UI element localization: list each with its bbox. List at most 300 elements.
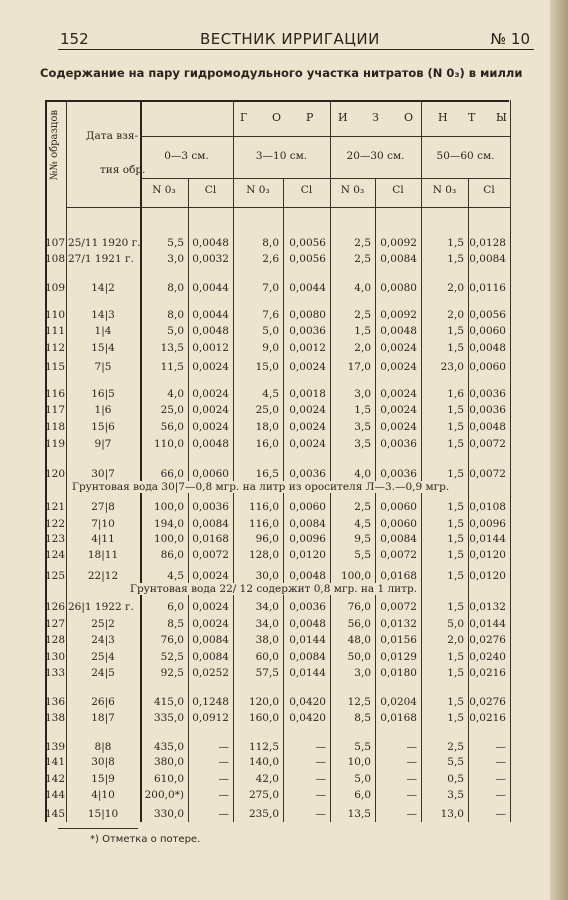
cl-value-cell: 0,0048 <box>192 325 229 337</box>
no3-value-cell: 7,0 <box>262 282 279 294</box>
no3-value-cell: 4,5 <box>262 388 279 400</box>
no3-value-cell: 1,5 <box>447 696 464 708</box>
cl-value-cell: — <box>315 741 326 753</box>
cl-value-cell: 0,0912 <box>192 712 229 724</box>
sample-number-cell: 141 <box>45 756 66 768</box>
cl-value-cell: 0,0120 <box>289 549 326 561</box>
sample-number-cell: 142 <box>45 773 66 785</box>
sample-number-cell: 138 <box>45 712 66 724</box>
cl-value-cell: — <box>218 773 229 785</box>
cl-value-cell: 0,0072 <box>380 549 417 561</box>
horizons-title-letter: И <box>338 111 348 124</box>
sample-number-cell: 107 <box>45 237 66 249</box>
no3-value-cell: 100,0 <box>340 570 371 582</box>
no3-value-cell: 48,0 <box>347 634 371 646</box>
sample-number-cell: 127 <box>45 618 66 630</box>
cl-value-cell: 0,0048 <box>289 570 326 582</box>
cl-value-cell: 0,0024 <box>192 618 229 630</box>
no3-value-cell: 128,0 <box>248 549 279 561</box>
sample-number-cell: 109 <box>45 282 66 294</box>
cl-value-cell: 0,0084 <box>192 651 229 663</box>
cl-value-cell: 0,0060 <box>192 468 229 480</box>
no3-value-cell: 1,5 <box>447 712 464 724</box>
no3-subheader: N 0₃ <box>152 184 176 196</box>
no3-value-cell: 1,5 <box>447 651 464 663</box>
cl-value-cell: 0,0084 <box>289 651 326 663</box>
no3-value-cell: 1,5 <box>447 549 464 561</box>
date-cell: 14|3 <box>91 309 115 321</box>
sample-number-cell: 119 <box>45 438 66 450</box>
no3-value-cell: 12,5 <box>347 696 371 708</box>
no3-value-cell: 1,5 <box>447 518 464 530</box>
no3-value-cell: 38,0 <box>255 634 279 646</box>
column-rule <box>468 178 469 822</box>
table-top-rule <box>45 100 509 102</box>
date-cell: 18|7 <box>91 712 115 724</box>
cl-value-cell: — <box>495 741 506 753</box>
no3-value-cell: 1,5 <box>447 501 464 513</box>
cl-value-cell: 0,0168 <box>192 533 229 545</box>
date-cell: 24|5 <box>91 667 115 679</box>
cl-value-cell: — <box>406 756 417 768</box>
cl-value-cell: 0,0132 <box>380 618 417 630</box>
no3-value-cell: 5,5 <box>167 237 184 249</box>
no3-value-cell: 13,5 <box>160 342 184 354</box>
cl-value-cell: — <box>315 789 326 801</box>
sample-number-cell: 110 <box>45 309 66 321</box>
date-cell: 1|6 <box>94 404 112 416</box>
no3-value-cell: 1,5 <box>447 421 464 433</box>
date-cell: 24|3 <box>91 634 115 646</box>
cl-value-cell: 0,0024 <box>192 421 229 433</box>
groundwater-note: Грунтовая вода 22/ 12 содержит 0,8 мгр. на 1 литр. <box>130 583 418 595</box>
date-cell: 25|4 <box>91 651 115 663</box>
cl-value-cell: 0,0072 <box>380 601 417 613</box>
footnote: *) Отметка о потере. <box>90 834 201 845</box>
no3-value-cell: 42,0 <box>255 773 279 785</box>
depth-header: 20—30 см. <box>346 150 405 162</box>
no3-value-cell: 3,5 <box>354 421 371 433</box>
date-cell: 4|11 <box>91 533 115 545</box>
date-cell: 26|1 1922 г. <box>68 601 134 613</box>
no3-value-cell: 57,5 <box>255 667 279 679</box>
journal-title: ВЕСТНИК ИРРИГАЦИИ <box>200 30 380 48</box>
no3-value-cell: 96,0 <box>255 533 279 545</box>
no3-value-cell: 17,0 <box>347 361 371 373</box>
cl-value-cell: 0,0060 <box>380 501 417 513</box>
date-cell: 30|7 <box>91 468 115 480</box>
cl-value-cell: 0,0129 <box>380 651 417 663</box>
cl-value-cell: — <box>315 756 326 768</box>
no3-value-cell: 275,0 <box>248 789 279 801</box>
cl-value-cell: 0,1248 <box>192 696 229 708</box>
cl-value-cell: 0,0036 <box>380 438 417 450</box>
cl-value-cell: 0,0036 <box>192 501 229 513</box>
date-cell: 8|8 <box>94 741 112 753</box>
no3-value-cell: 10,0 <box>347 756 371 768</box>
cl-value-cell: 0,0168 <box>380 570 417 582</box>
no3-value-cell: 335,0 <box>153 712 184 724</box>
sample-number-cell: 121 <box>45 501 66 513</box>
date-cell: 1|4 <box>94 325 112 337</box>
no3-value-cell: 2,5 <box>447 741 464 753</box>
horizons-title-letter: Н <box>438 111 448 124</box>
cl-value-cell: 0,0072 <box>469 438 506 450</box>
sample-number-cell: 123 <box>45 533 66 545</box>
no3-value-cell: 25,0 <box>160 404 184 416</box>
cl-value-cell: 0,0024 <box>289 438 326 450</box>
no3-value-cell: 1,5 <box>354 404 371 416</box>
date-cell: 30|8 <box>91 756 115 768</box>
no3-value-cell: 6,0 <box>354 789 371 801</box>
cl-value-cell: 0,0108 <box>469 501 506 513</box>
cl-value-cell: 0,0024 <box>380 361 417 373</box>
groundwater-note: Грунтовая вода 30|7—0,8 мгр. на литр из оросителя Л—3.—0,9 мгр. <box>72 481 450 493</box>
cl-value-cell: 0,0144 <box>469 618 506 630</box>
cl-value-cell: — <box>495 789 506 801</box>
cl-value-cell: 0,0044 <box>192 309 229 321</box>
no3-value-cell: 116,0 <box>248 518 279 530</box>
no3-value-cell: 5,0 <box>354 773 371 785</box>
cl-value-cell: 0,0056 <box>289 253 326 265</box>
no3-value-cell: 1,5 <box>447 237 464 249</box>
cl-value-cell: 0,0060 <box>380 518 417 530</box>
no3-value-cell: 56,0 <box>160 421 184 433</box>
cl-value-cell: 0,0036 <box>289 468 326 480</box>
no3-value-cell: 112,5 <box>248 741 279 753</box>
no3-value-cell: 8,0 <box>262 237 279 249</box>
cl-value-cell: 0,0116 <box>469 282 506 294</box>
date-cell: 22|12 <box>87 570 119 582</box>
no3-value-cell: 2,5 <box>354 253 371 265</box>
cl-subheader: Cl <box>204 184 217 196</box>
no3-value-cell: 23,0 <box>440 361 464 373</box>
no3-value-cell: 5,5 <box>354 741 371 753</box>
sample-number-cell: 139 <box>45 741 66 753</box>
no3-value-cell: 4,5 <box>354 518 371 530</box>
sample-number-cell: 111 <box>45 325 66 337</box>
cl-value-cell: — <box>218 808 229 820</box>
date-cell: 15|9 <box>91 773 115 785</box>
cl-value-cell: 0,0048 <box>469 342 506 354</box>
cl-value-cell: 0,0216 <box>469 712 506 724</box>
cl-value-cell: — <box>406 773 417 785</box>
cl-value-cell: 0,0048 <box>192 438 229 450</box>
no3-value-cell: 7,6 <box>262 309 279 321</box>
horizons-title-letter: Ы <box>496 111 507 124</box>
cl-value-cell: 0,0420 <box>289 712 326 724</box>
no3-value-cell: 76,0 <box>347 601 371 613</box>
date-cell: 25/11 1920 г. <box>68 237 141 249</box>
no3-value-cell: 56,0 <box>347 618 371 630</box>
cl-subheader: Cl <box>483 184 495 196</box>
sample-number-cell: 117 <box>45 404 66 416</box>
no3-value-cell: 2,5 <box>354 309 371 321</box>
no3-value-cell: 5,0 <box>447 618 464 630</box>
cl-value-cell: 0,0084 <box>192 518 229 530</box>
cl-value-cell: 0,0072 <box>192 549 229 561</box>
date-cell: 16|5 <box>91 388 115 400</box>
no3-value-cell: 330,0 <box>153 808 184 820</box>
date-header-line1: Дата взя- <box>86 130 139 142</box>
no3-value-cell: 16,0 <box>255 438 279 450</box>
issue-number: № 10 <box>490 30 530 48</box>
cl-value-cell: 0,0084 <box>380 253 417 265</box>
depth-header: 50—60 см. <box>436 150 495 162</box>
no3-value-cell: 1,5 <box>447 404 464 416</box>
no3-value-cell: 5,0 <box>262 325 279 337</box>
cl-value-cell: 0,0012 <box>192 342 229 354</box>
no3-value-cell: 2,0 <box>447 282 464 294</box>
cl-value-cell: 0,0060 <box>289 501 326 513</box>
cl-value-cell: 0,0252 <box>192 667 229 679</box>
cl-value-cell: 0,0024 <box>289 421 326 433</box>
cl-value-cell: 0,0144 <box>289 667 326 679</box>
cl-value-cell: 0,0044 <box>289 282 326 294</box>
no3-value-cell: 235,0 <box>248 808 279 820</box>
sample-number-cell: 116 <box>45 388 66 400</box>
cl-value-cell: 0,0128 <box>469 237 506 249</box>
sample-number-cell: 122 <box>45 518 66 530</box>
sample-number-cell: 108 <box>45 253 66 265</box>
no3-value-cell: 60,0 <box>255 651 279 663</box>
cl-value-cell: 0,0024 <box>289 404 326 416</box>
cl-value-cell: 0,0056 <box>469 309 506 321</box>
no3-value-cell: 66,0 <box>160 468 184 480</box>
cl-value-cell: — <box>495 756 506 768</box>
no3-value-cell: 34,0 <box>255 618 279 630</box>
no3-value-cell: 1,5 <box>447 342 464 354</box>
no3-value-cell: 3,0 <box>167 253 184 265</box>
no3-value-cell: 4,0 <box>354 468 371 480</box>
date-cell: 15|4 <box>91 342 115 354</box>
cl-value-cell: 0,0024 <box>192 570 229 582</box>
cl-value-cell: — <box>406 789 417 801</box>
cl-value-cell: 0,0084 <box>289 518 326 530</box>
cl-value-cell: 0,0012 <box>289 342 326 354</box>
no3-value-cell: 110,0 <box>153 438 184 450</box>
no3-value-cell: 6,0 <box>167 601 184 613</box>
date-header-line2: тия обр. <box>100 164 146 176</box>
cl-value-cell: 0,0092 <box>380 309 417 321</box>
horizons-title-letter: Г <box>240 111 248 124</box>
cl-value-cell: 0,0156 <box>380 634 417 646</box>
column-rule <box>283 178 284 822</box>
cl-value-cell: 0,0048 <box>469 421 506 433</box>
no3-value-cell: 92,5 <box>160 667 184 679</box>
depth-header: 3—10 см. <box>255 150 308 162</box>
no3-value-cell: 4,5 <box>167 570 184 582</box>
sample-number-cell: 124 <box>45 549 66 561</box>
no3-value-cell: 1,6 <box>447 388 464 400</box>
cl-value-cell: — <box>495 773 506 785</box>
no3-value-cell: 18,0 <box>255 421 279 433</box>
column-rule <box>66 100 67 822</box>
cl-value-cell: — <box>406 741 417 753</box>
no3-value-cell: 1,5 <box>447 325 464 337</box>
cl-value-cell: 0,0096 <box>289 533 326 545</box>
horizons-title-letter: Т <box>468 111 476 124</box>
no3-value-cell: 0,5 <box>447 773 464 785</box>
no3-value-cell: 1,5 <box>447 468 464 480</box>
no3-value-cell: 16,5 <box>255 468 279 480</box>
no3-value-cell: 160,0 <box>248 712 279 724</box>
header-bottom-rule <box>66 207 510 208</box>
cl-value-cell: 0,0024 <box>380 342 417 354</box>
no3-value-cell: 3,5 <box>447 789 464 801</box>
sample-number-cell: 118 <box>45 421 66 433</box>
cl-value-cell: 0,0084 <box>469 253 506 265</box>
no3-value-cell: 30,0 <box>255 570 279 582</box>
no3-value-cell: 1,5 <box>447 601 464 613</box>
header-rule <box>58 49 534 50</box>
cl-value-cell: 0,0036 <box>469 404 506 416</box>
cl-value-cell: 0,0080 <box>289 309 326 321</box>
cl-value-cell: 0,0032 <box>192 253 229 265</box>
no3-value-cell: 610,0 <box>153 773 184 785</box>
cl-value-cell: 0,0072 <box>469 468 506 480</box>
header-rule-horizons <box>140 136 510 137</box>
no3-value-cell: 4,0 <box>354 282 371 294</box>
no3-subheader: N 0₃ <box>340 184 365 196</box>
no3-subheader: N 0₃ <box>246 184 270 196</box>
date-cell: 26|6 <box>91 696 115 708</box>
footnote-rule <box>58 828 138 829</box>
no3-value-cell: 5,0 <box>167 325 184 337</box>
cl-value-cell: 0,0144 <box>289 634 326 646</box>
cl-value-cell: 0,0048 <box>380 325 417 337</box>
no3-value-cell: 5,5 <box>447 756 464 768</box>
cl-value-cell: 0,0144 <box>469 533 506 545</box>
date-cell: 4|10 <box>91 789 115 801</box>
sample-number-header: №№ образцов <box>49 109 60 181</box>
cl-value-cell: 0,0048 <box>289 618 326 630</box>
cl-value-cell: 0,0036 <box>469 388 506 400</box>
no3-value-cell: 194,0 <box>153 518 184 530</box>
no3-value-cell: 4,0 <box>167 388 184 400</box>
date-cell: 7|5 <box>94 361 112 373</box>
horizons-title-letter: О <box>404 111 414 124</box>
no3-value-cell: 200,0*) <box>144 789 184 801</box>
cl-value-cell: 0,0132 <box>469 601 506 613</box>
cl-value-cell: 0,0168 <box>380 712 417 724</box>
cl-value-cell: 0,0420 <box>289 696 326 708</box>
no3-value-cell: 2,0 <box>354 342 371 354</box>
sample-number-cell: 136 <box>45 696 66 708</box>
no3-value-cell: 3,0 <box>354 388 371 400</box>
cl-value-cell: 0,0120 <box>469 549 506 561</box>
cl-value-cell: 0,0096 <box>469 518 506 530</box>
date-cell: 27/1 1921 г. <box>68 253 134 265</box>
cl-value-cell: 0,0180 <box>380 667 417 679</box>
no3-value-cell: 13,0 <box>440 808 464 820</box>
cl-value-cell: — <box>495 808 506 820</box>
sample-number-cell: 126 <box>45 601 66 613</box>
sample-number-cell: 120 <box>45 468 66 480</box>
cl-value-cell: — <box>315 773 326 785</box>
no3-value-cell: 435,0 <box>153 741 184 753</box>
no3-value-cell: 8,0 <box>167 282 184 294</box>
column-rule <box>375 178 376 822</box>
cl-value-cell: 0,0044 <box>192 282 229 294</box>
cl-value-cell: 0,0024 <box>380 421 417 433</box>
no3-value-cell: 8,0 <box>167 309 184 321</box>
no3-value-cell: 52,5 <box>160 651 184 663</box>
no3-value-cell: 415,0 <box>153 696 184 708</box>
page-number: 152 <box>60 30 89 48</box>
no3-value-cell: 8,5 <box>354 712 371 724</box>
cl-value-cell: 0,0060 <box>469 325 506 337</box>
cl-value-cell: 0,0024 <box>192 404 229 416</box>
cl-value-cell: 0,0084 <box>380 533 417 545</box>
no3-subheader: N 0₃ <box>432 184 457 196</box>
cl-value-cell: 0,0024 <box>380 388 417 400</box>
date-cell: 25|2 <box>91 618 115 630</box>
cl-value-cell: 0,0036 <box>289 601 326 613</box>
date-cell: 9|7 <box>94 438 112 450</box>
table-caption: Содержание на пару гидромодульного участка нитратов (N 0₃) в милли <box>40 66 523 80</box>
sample-number-cell: 112 <box>45 342 66 354</box>
cl-value-cell: 0,0024 <box>192 601 229 613</box>
horizons-title-letter: О <box>272 111 282 124</box>
cl-value-cell: 0,0036 <box>380 468 417 480</box>
no3-value-cell: 2,0 <box>447 309 464 321</box>
cl-value-cell: 0,0060 <box>469 361 506 373</box>
no3-value-cell: 3,5 <box>354 438 371 450</box>
sample-number-cell: 145 <box>45 808 66 820</box>
cl-value-cell: 0,0204 <box>380 696 417 708</box>
sample-number-cell: 125 <box>45 570 66 582</box>
sample-number-cell: 130 <box>45 651 66 663</box>
cl-value-cell: — <box>315 808 326 820</box>
date-cell: 7|10 <box>91 518 115 530</box>
no3-value-cell: 2,5 <box>354 237 371 249</box>
cl-value-cell: 0,0024 <box>192 388 229 400</box>
no3-value-cell: 9,5 <box>354 533 371 545</box>
cl-value-cell: 0,0276 <box>469 696 506 708</box>
cl-value-cell: — <box>218 741 229 753</box>
date-cell: 14|2 <box>91 282 115 294</box>
no3-value-cell: 116,0 <box>248 501 279 513</box>
no3-value-cell: 13,5 <box>347 808 371 820</box>
no3-value-cell: 100,0 <box>153 533 184 545</box>
cl-value-cell: 0,0036 <box>289 325 326 337</box>
cl-value-cell: 0,0024 <box>380 404 417 416</box>
sample-number-cell: 133 <box>45 667 66 679</box>
cl-value-cell: 0,0024 <box>289 361 326 373</box>
no3-value-cell: 1,5 <box>447 533 464 545</box>
date-cell: 18|11 <box>87 549 119 561</box>
no3-value-cell: 11,5 <box>160 361 184 373</box>
no3-value-cell: 76,0 <box>160 634 184 646</box>
horizons-title-letter: З <box>372 111 379 124</box>
depth-header: 0—3 см. <box>164 150 209 162</box>
cl-value-cell: 0,0084 <box>192 634 229 646</box>
sample-number-cell: 128 <box>45 634 66 646</box>
no3-value-cell: 140,0 <box>248 756 279 768</box>
cl-value-cell: 0,0024 <box>192 361 229 373</box>
no3-value-cell: 86,0 <box>160 549 184 561</box>
cl-value-cell: 0,0048 <box>192 237 229 249</box>
no3-value-cell: 1,5 <box>447 438 464 450</box>
no3-value-cell: 3,0 <box>354 667 371 679</box>
no3-value-cell: 34,0 <box>255 601 279 613</box>
cl-value-cell: — <box>218 756 229 768</box>
book-spine-shadow <box>550 0 568 900</box>
no3-value-cell: 380,0 <box>153 756 184 768</box>
date-cell: 27|8 <box>91 501 115 513</box>
cl-value-cell: 0,0276 <box>469 634 506 646</box>
